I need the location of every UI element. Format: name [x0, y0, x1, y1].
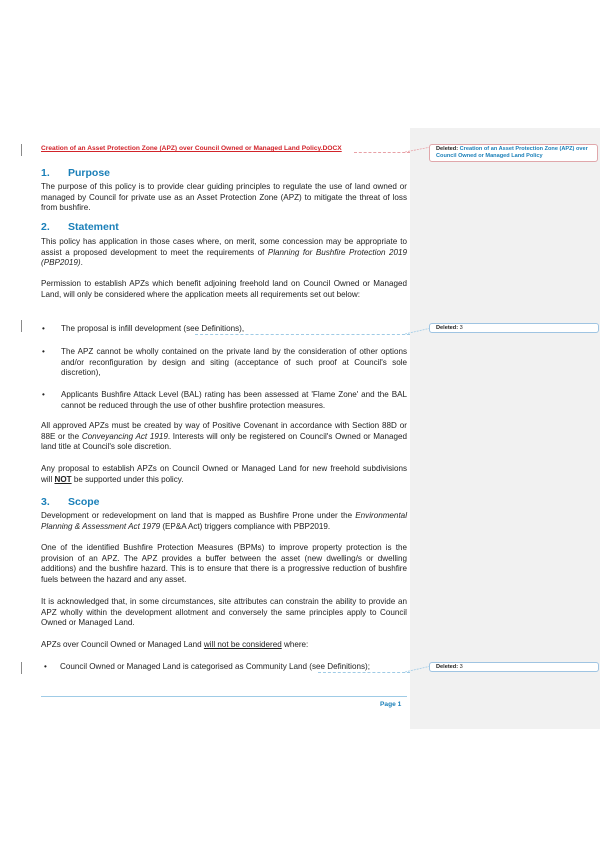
document-header-title: Creation of an Asset Protection Zone (APZ) over Council Owned or Managed Land Policy.DOCX	[41, 145, 342, 152]
section-number: 3.	[41, 496, 50, 508]
text: . Interests will only be registered on Council's Owned or Managed land title at Council's sole discretion.	[41, 431, 407, 452]
text: .	[80, 258, 83, 268]
list-item-text: The proposal is infill development (see Definitions),	[61, 324, 245, 333]
list-item-text: Applicants Bushfire Attack Level (BAL) rating has been assessed at 'Flame Zone' and the BAL cannot be reduced through the use of other bushfire protection measures.	[61, 390, 407, 410]
text: APZs over Council Owned or Managed Land	[41, 640, 204, 649]
revision-text: Creation of an Asset Protection Zone (APZ) over Council Owned or Managed Land Policy	[436, 146, 588, 159]
purpose-paragraph: The purpose of this policy is to provide clear guiding principles to regulate the use of land owned or managed by Council for private use as an Asset Protection Zone (APZ) to mitigate the threat of loss from bushfire.	[41, 182, 407, 213]
list-item-text: Council Owned or Managed Land is categorised as Community Land (see Definitions);	[60, 662, 370, 671]
revision-label: Deleted:	[436, 325, 459, 331]
section-heading-purpose	[41, 167, 110, 179]
section-number: 2.	[41, 221, 50, 233]
italic-text: Planning for Bushfire Protection 2019 (PBP2019)	[41, 247, 407, 268]
change-bar	[21, 144, 22, 156]
change-bar	[21, 320, 22, 332]
change-bar	[21, 662, 22, 674]
scope-paragraph-4	[41, 640, 407, 651]
markup-pane	[410, 128, 600, 729]
text: where:	[281, 640, 309, 649]
revision-text: 3	[459, 664, 463, 670]
italic-text: Conveyancing Act 1919	[81, 431, 168, 441]
text: Development or redevelopment on land that is mapped as Bushfire Prone under the	[41, 511, 356, 520]
italic-text: Environmental Planning & Assessment Act 1979	[41, 511, 407, 531]
section-title: Scope	[68, 496, 100, 508]
scope-paragraph-3: It is acknowledged that, in some circumstances, site attributes can constrain the ability to provide an APZ wholly within the development allotment and conversely the same principles apply to Council Owned or Managed Land.	[41, 597, 407, 628]
statement-paragraph-3	[41, 421, 407, 453]
section-heading-statement	[41, 221, 119, 233]
list-item	[41, 347, 407, 379]
section-heading-scope	[41, 496, 100, 508]
revision-label: Deleted:	[436, 664, 459, 670]
comment-connector	[354, 152, 410, 153]
revision-label: Deleted:	[436, 146, 459, 152]
underlined-text: will not be considered	[203, 640, 282, 649]
statement-paragraph-4	[41, 464, 407, 485]
text: (EP&A Act) triggers compliance with PBP2019.	[160, 521, 331, 531]
bullet-icon: •	[42, 390, 45, 399]
bullet-icon: •	[42, 324, 45, 333]
comment-connector	[195, 334, 410, 335]
scope-paragraph-2: One of the identified Bushfire Protection Measures (BPMs) to improve property protection is the provision of an APZ. The APZ provides a buffer between the asset (new dwelling/s or dwelling additions) and the bushfire hazard. This is to ensure that there is a progressive reduction of bushfire fuels between the hazard and any asset.	[41, 543, 407, 584]
page-number: Page 1	[380, 701, 402, 708]
list-item	[41, 390, 407, 411]
scope-paragraph-1	[41, 511, 407, 532]
list-item-text: The APZ cannot be wholly contained on the private land by the consideration of other options and/or reconfiguration by design and siting (acceptance of such proof at Council's sole discretion),	[61, 347, 407, 378]
statement-paragraph-2: Permission to establish APZs which benefit adjoining freehold land on Council Owned or Managed Land, will only be considered where the application meets all requirements set out below:	[41, 279, 407, 299]
list-item	[41, 662, 407, 673]
comment-connector-line	[405, 146, 431, 154]
comment-connector-line	[405, 664, 431, 674]
bullet-icon: •	[42, 347, 45, 356]
emphasis-text: NOT	[54, 474, 72, 484]
bullet-icon: •	[44, 662, 47, 671]
text: Any proposal to establish APZs on Council Owned or Managed Land for new freehold subdivisions will	[41, 464, 407, 484]
list-item	[41, 324, 407, 335]
comment-connector-line	[405, 326, 431, 336]
text: All approved APZs must be created by way of Positive Covenant in accordance with Section 88D or 88E or the	[41, 421, 407, 441]
statement-paragraph-1	[41, 237, 407, 269]
section-title: Statement	[68, 221, 119, 233]
revision-balloon[interactable]	[429, 144, 598, 162]
revision-balloon[interactable]	[429, 662, 599, 672]
revision-text: 3	[459, 325, 463, 331]
section-title: Purpose	[68, 167, 111, 179]
section-number: 1.	[41, 167, 50, 179]
revision-balloon[interactable]	[429, 323, 599, 333]
comment-connector	[318, 672, 410, 673]
text: This policy has application in those cases where, on merit, some concession may be appropriate to assist a proposed development to meet the requirements of	[41, 237, 407, 257]
text: be supported under this policy.	[71, 474, 184, 484]
footer-divider	[41, 696, 407, 697]
